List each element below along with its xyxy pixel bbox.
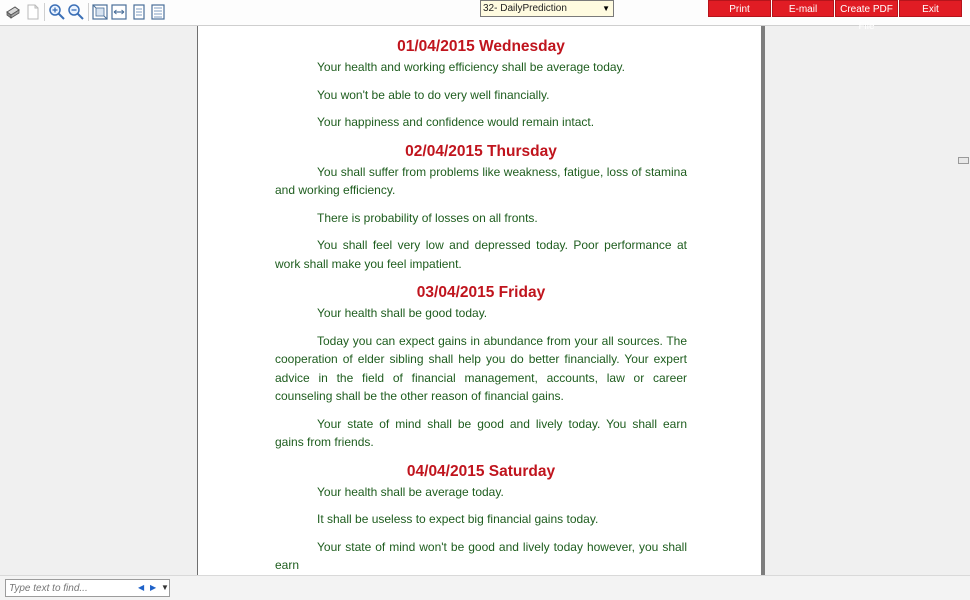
- prediction-paragraph: You shall feel very low and depressed today. Poor performance at work shall make you feel impatient.: [275, 238, 687, 271]
- find-box: [5, 579, 170, 597]
- prediction-paragraph: You won't be able to do very well financially.: [317, 87, 550, 102]
- prediction-paragraph: It shall be useless to expect big financial gains today.: [317, 512, 599, 526]
- fit-width-icon[interactable]: [110, 3, 128, 21]
- page-icon[interactable]: [24, 3, 42, 21]
- prediction-paragraph: Your health shall be good today.: [317, 306, 488, 320]
- single-page-icon[interactable]: [130, 3, 148, 21]
- prediction-paragraph: Today you can expect gains in abundance from your all sources. The cooperation of elder sibling shall help you do better financially. Your expert advice in the field of financial management, accounts, law or career counseling shall be the other reason of financial gains.: [275, 333, 687, 403]
- scrollbar-thumb[interactable]: [958, 157, 969, 164]
- print-icon[interactable]: [4, 3, 22, 21]
- prediction-paragraph: Your happiness and confidence would remain intact.: [317, 115, 595, 129]
- prediction-paragraph: Your state of mind shall be good and lively today. You shall earn gains from friends.: [275, 416, 687, 449]
- day-title: 04/04/2015 Saturday: [406, 462, 556, 480]
- prediction-paragraph: There is probability of losses on all fronts.: [317, 210, 538, 225]
- report-select[interactable]: [480, 0, 614, 17]
- find-options-icon[interactable]: ▼: [161, 583, 169, 592]
- report-select-value: 32- DailyPrediction: [483, 3, 567, 14]
- create-pdf-button[interactable]: Create PDF File: [835, 0, 898, 17]
- page-shadow: [761, 26, 765, 575]
- print-button[interactable]: Print: [708, 0, 771, 17]
- email-button[interactable]: E-mail: [772, 0, 834, 17]
- fit-page-icon[interactable]: [91, 3, 109, 21]
- zoom-out-icon[interactable]: [67, 3, 85, 21]
- prediction-paragraph: Your state of mind won't be good and lively today however, you shall earn: [275, 539, 687, 572]
- multi-page-icon[interactable]: [149, 3, 167, 21]
- prediction-paragraph: Your health and working efficiency shall be average today.: [317, 60, 625, 74]
- toolbar-divider: [88, 3, 89, 21]
- chevron-down-icon: ▼: [602, 4, 610, 13]
- prediction-content: [275, 36, 687, 575]
- find-previous-icon[interactable]: ◀: [138, 583, 145, 592]
- exit-button[interactable]: Exit: [899, 0, 962, 17]
- prediction-paragraph: Your health shall be average today.: [317, 484, 504, 499]
- find-bar: [0, 575, 970, 600]
- toolbar-divider: [44, 3, 45, 21]
- document-page: [197, 26, 761, 575]
- day-title: 02/04/2015 Thursday: [405, 142, 557, 160]
- find-input[interactable]: [6, 580, 131, 596]
- toolbar: [0, 0, 970, 32]
- prediction-paragraph: You shall suffer from problems like weakness, fatigue, loss of stamina and working efficiency.: [275, 164, 687, 197]
- zoom-in-icon[interactable]: [48, 3, 66, 21]
- find-next-icon[interactable]: ▶: [150, 583, 157, 592]
- day-title: 03/04/2015 Friday: [416, 284, 546, 301]
- day-title: 01/04/2015 Wednesday: [397, 38, 565, 55]
